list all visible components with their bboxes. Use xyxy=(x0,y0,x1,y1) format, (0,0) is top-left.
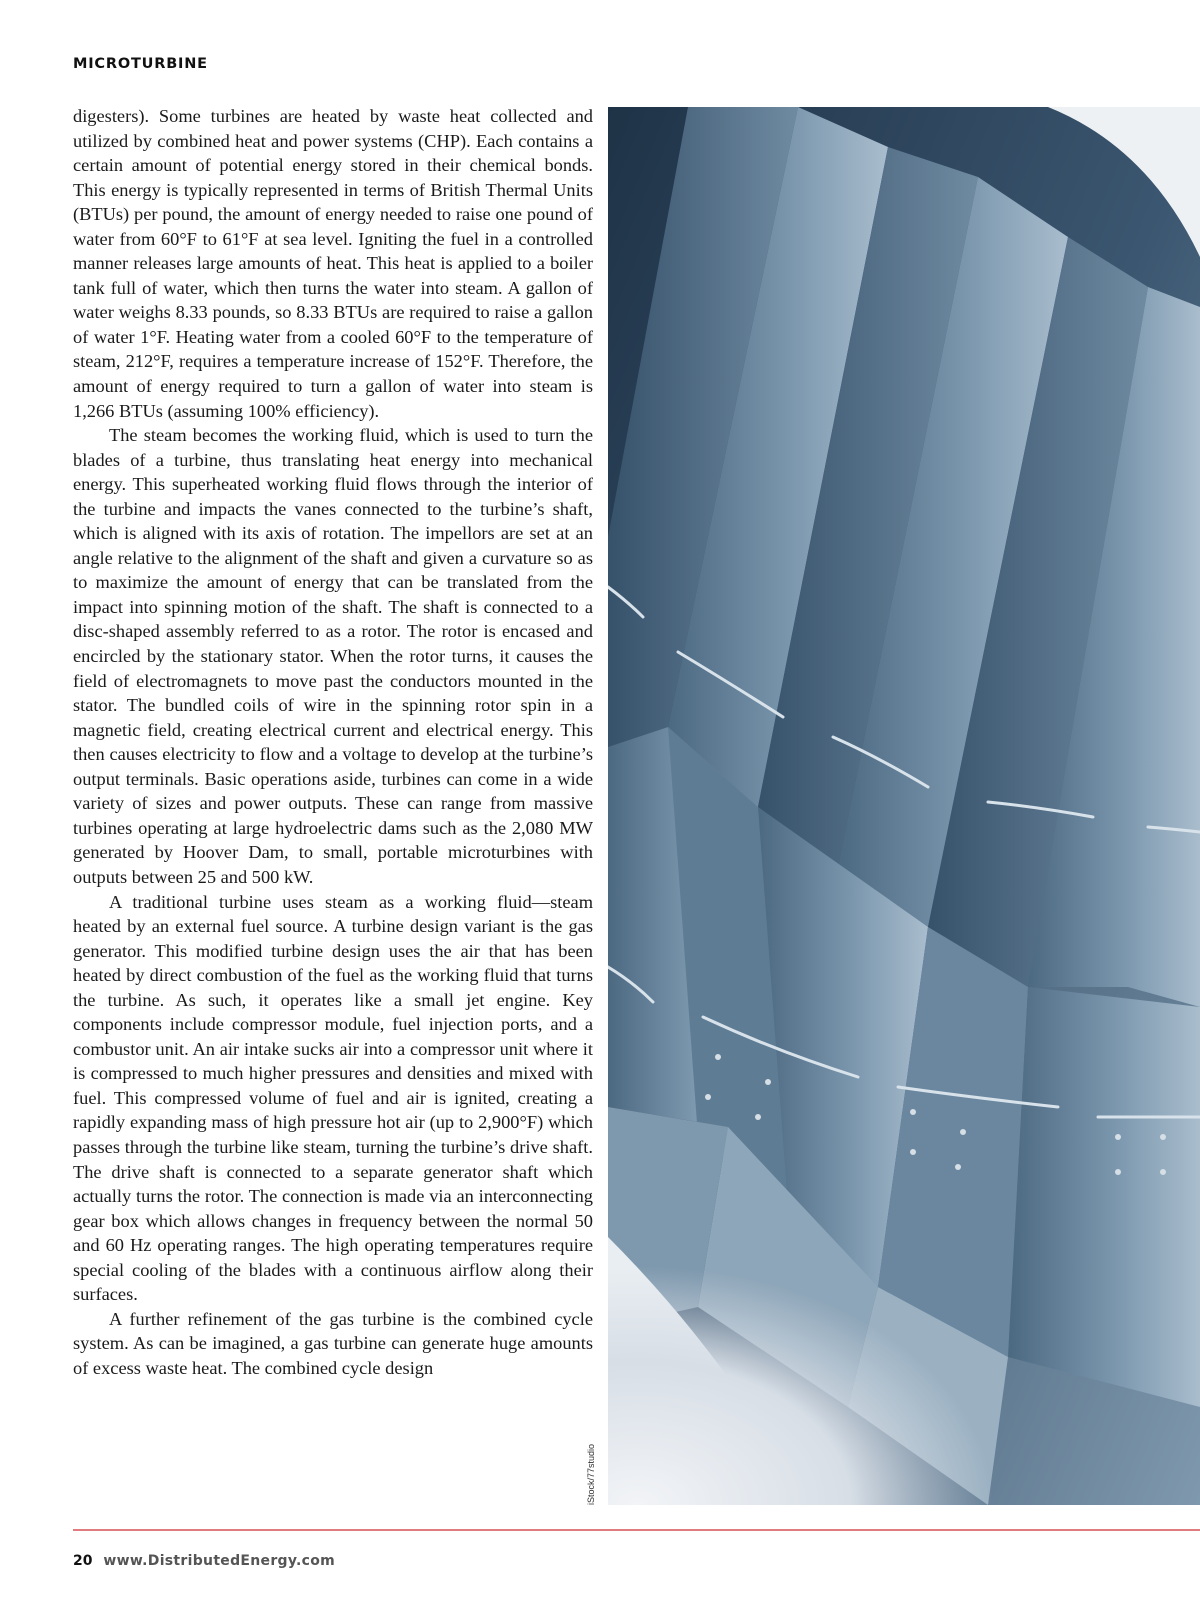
page-footer xyxy=(73,1553,335,1569)
article-paragraph-1: digesters). Some turbines are heated by waste heat collected and utilized by combined heat and power systems (CHP). Each contains a certain amount of potential energy stored in their chemical bonds. This energy is typically represented in terms of British Thermal Units (BTUs) per pound, the amount of energy needed to raise one pound of water from 60°F to 61°F at sea level. Igniting the fuel in a controlled manner releases large amounts of heat. This heat is applied to a boiler tank full of water, which then turns the water into steam. A gallon of water weighs 8.33 pounds, so 8.33 BTUs are required to raise a gallon of water 1°F. Heating water from a cooled 60°F to the temperature of steam, 212°F, requires a temperature increase of 152°F. Therefore, the amount of energy required to turn a gallon of water into steam is 1,266 BTUs (assuming 100% efficiency). xyxy=(73,106,593,421)
article-body xyxy=(73,104,593,1509)
website-link[interactable]: www.DistributedEnergy.com xyxy=(103,1553,336,1569)
page-number: 20 xyxy=(73,1553,93,1569)
photo-credit: iStock/77studio xyxy=(586,1443,596,1505)
article-paragraph-4: A further refinement of the gas turbine is the combined cycle system. As can be imagined, a gas turbine can generate huge amounts of excess waste heat. The combined cycle design xyxy=(73,1308,593,1378)
article-paragraph-2: The steam becomes the working fluid, which is used to turn the blades of a turbine, thus translating heat energy into mechanical energy. This superheated working fluid flows through the interior of the turbine and impacts the vanes connected to the turbine’s shaft, which is aligned with its axis of rotation. The impellors are set at an angle relative to the alignment of the shaft and given a curvature so as to maximize the amount of energy that can be translated from the impact into spinning motion of the shaft. The shaft is connected to a disc-shaped assembly referred to as a rotor. The rotor is encased and encircled by the stationary stator. When the rotor turns, it causes the field of electromagnets to move past the conductors mounted in the stator. The bundled coils of wire in the spinning rotor spin in a magnetic field, creating electrical current and electrical energy. This then causes electricity to flow and a voltage to develop at the turbine’s output terminals. Basic operations aside, turbines can come in a wide variety of sizes and power outputs. These can range from massive turbines operating at large hydroelectric dams such as the 2,080 MW generated by Hoover Dam, to small, portable microturbines with outputs between 25 and 500 kW. xyxy=(73,425,593,887)
section-label: MICROTURBINE xyxy=(73,56,208,72)
turbine-blades-photo xyxy=(608,107,1200,1505)
footer-rule xyxy=(73,1529,1200,1531)
article-paragraph-3: A traditional turbine uses steam as a working fluid—steam heated by an external fuel source. A turbine design variant is the gas generator. This modified turbine design uses the air that has been heated by direct combustion of the fuel as the working fluid that turns the turbine. As such, it operates like a small jet engine. Key components include compressor module, fuel injection ports, and a combustor unit. An air intake sucks air into a compressor unit where it is compressed to much higher pressures and densities and mixed with fuel. This compressed volume of fuel and air is ignited, creating a rapidly expanding mass of high pressure hot air (up to 2,900°F) which passes through the turbine like steam, turning the turbine’s drive shaft. The drive shaft is connected to a separate generator shaft which actually turns the rotor. The connection is made via an interconnecting gear box which allows changes in frequency between the normal 50 and 60 Hz operating ranges. The high operating temperatures require special cooling of the blades with a continuous airflow along their surfaces. xyxy=(73,891,593,1305)
